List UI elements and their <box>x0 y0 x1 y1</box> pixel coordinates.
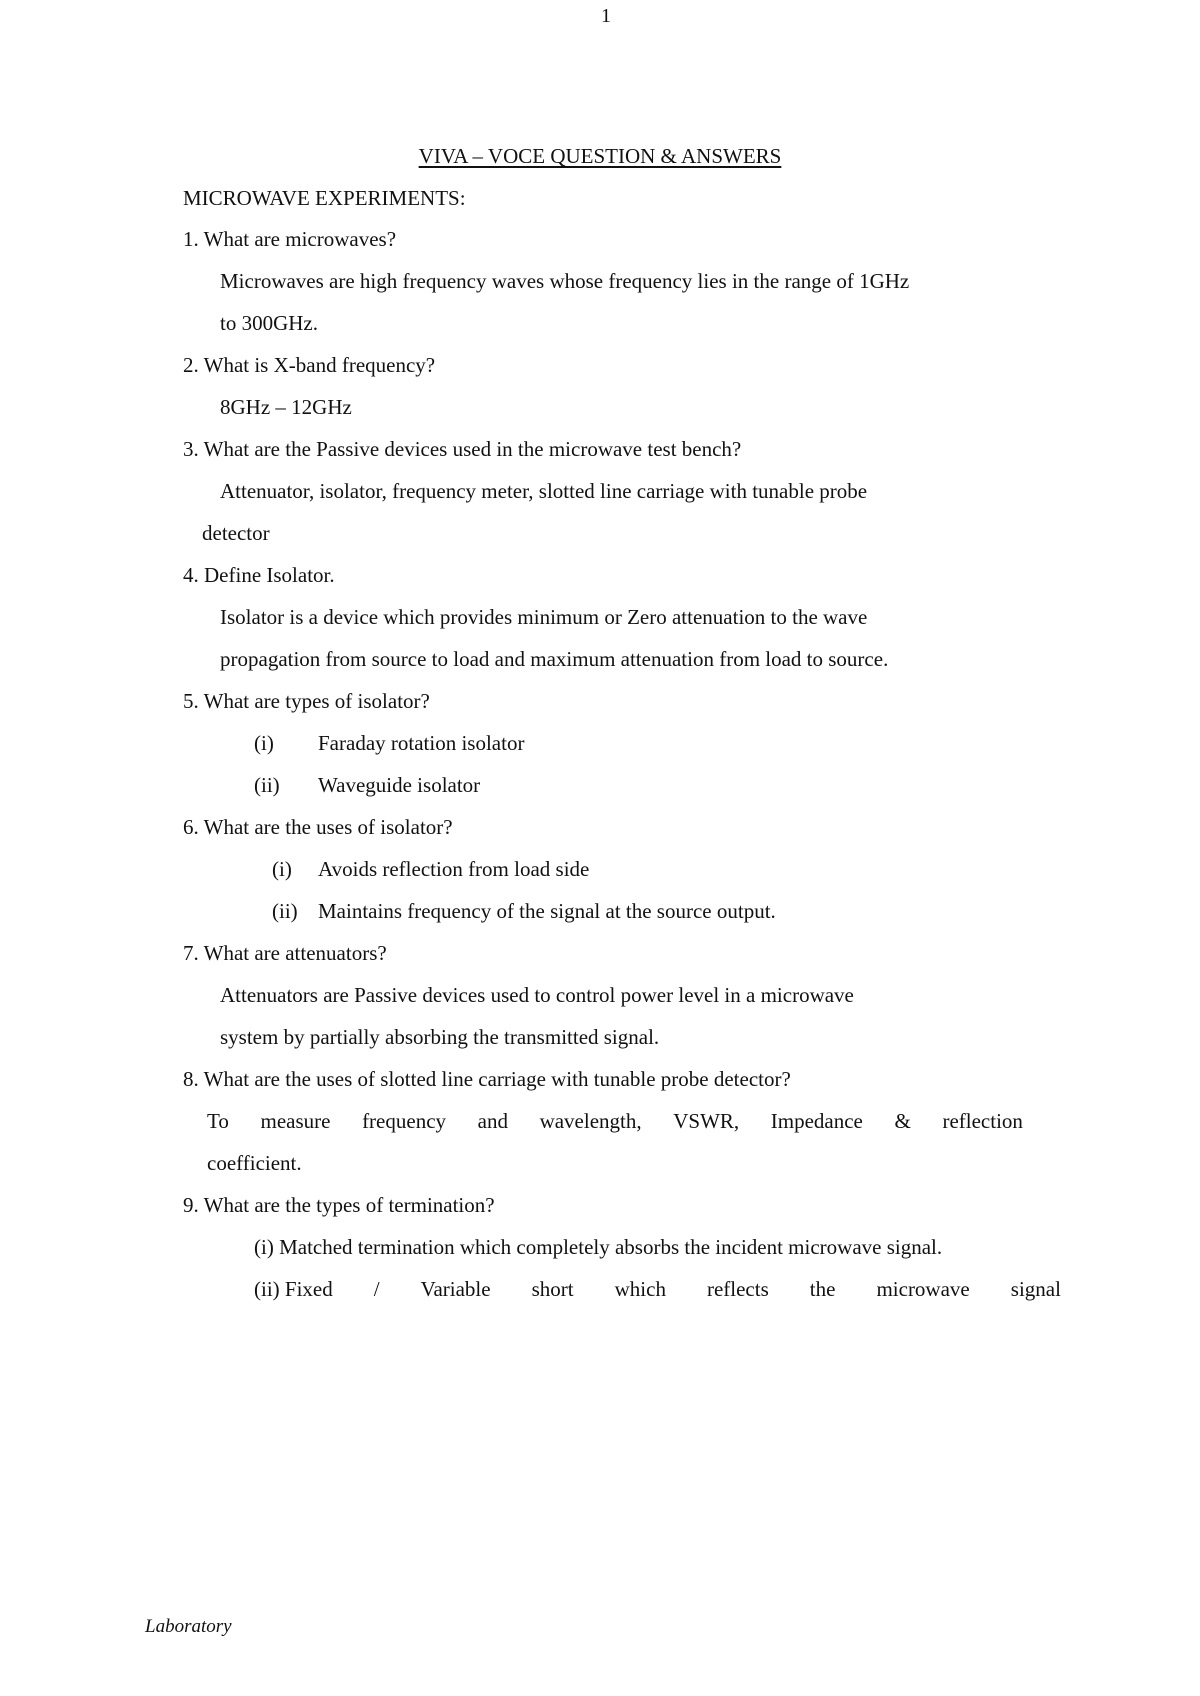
list-item-number: (ii) <box>272 899 298 923</box>
question-2: 2. What is X-band frequency? <box>183 353 436 377</box>
answer-7-line-1: Attenuators are Passive devices used to control power level in a microwave <box>220 983 854 1007</box>
question-4: 4. Define Isolator. <box>183 563 335 587</box>
word: & <box>894 1109 911 1133</box>
question-1: 1. What are microwaves? <box>183 227 397 251</box>
answer-4-line-1: Isolator is a device which provides minimum or Zero attenuation to the wave <box>220 605 868 629</box>
answer-7-line-2: system by partially absorbing the transmitted signal. <box>220 1025 660 1049</box>
answer-3-line-2: detector <box>202 521 270 545</box>
word: VSWR, <box>673 1109 740 1133</box>
question-8: 8. What are the uses of slotted line carriage with tunable probe detector? <box>183 1067 791 1091</box>
word: microwave <box>876 1277 970 1301</box>
answer-8-line-1 <box>207 1111 1023 1132</box>
word: wavelength, <box>539 1109 642 1133</box>
word: (ii) Fixed <box>254 1277 333 1301</box>
page-number: 1 <box>601 5 611 27</box>
page-footer: Laboratory <box>145 1616 232 1637</box>
list-item-text: Avoids reflection from load side <box>318 857 590 881</box>
word: Impedance <box>770 1109 863 1133</box>
word: frequency <box>362 1109 447 1133</box>
word: the <box>809 1277 836 1301</box>
termination-item-2 <box>254 1279 1061 1300</box>
word: signal <box>1010 1277 1061 1301</box>
word: measure <box>260 1109 331 1133</box>
answer-3-line-1: Attenuator, isolator, frequency meter, slotted line carriage with tunable probe <box>220 479 868 503</box>
word: reflects <box>706 1277 769 1301</box>
word: To <box>207 1109 229 1133</box>
word: and <box>477 1109 508 1133</box>
word: which <box>614 1277 666 1301</box>
answer-4-line-2: propagation from source to load and maximum attenuation from load to source. <box>220 647 889 671</box>
word: Variable <box>420 1277 491 1301</box>
question-5: 5. What are types of isolator? <box>183 689 430 713</box>
list-item-text: Faraday rotation isolator <box>318 731 525 755</box>
word: short <box>531 1277 574 1301</box>
section-heading: MICROWAVE EXPERIMENTS: <box>183 186 466 210</box>
list-item-number: (i) <box>272 857 292 881</box>
word: reflection <box>942 1109 1023 1133</box>
answer-2: 8GHz – 12GHz <box>220 395 352 419</box>
answer-8-line-2: coefficient. <box>207 1151 302 1175</box>
answer-1-line-1: Microwaves are high frequency waves whose frequency lies in the range of 1GHz <box>220 269 910 293</box>
list-item-text: Maintains frequency of the signal at the source output. <box>318 899 776 923</box>
question-6: 6. What are the uses of isolator? <box>183 815 453 839</box>
question-7: 7. What are attenuators? <box>183 941 387 965</box>
word: / <box>373 1277 380 1301</box>
page-title: VIVA – VOCE QUESTION & ANSWERS <box>418 144 782 168</box>
question-9: 9. What are the types of termination? <box>183 1193 495 1217</box>
question-3: 3. What are the Passive devices used in the microwave test bench? <box>183 437 742 461</box>
answer-1-line-2: to 300GHz. <box>220 311 318 335</box>
termination-item-1: (i) Matched termination which completely absorbs the incident microwave signal. <box>254 1235 943 1259</box>
list-item-number: (i) <box>254 731 274 755</box>
list-item-number: (ii) <box>254 773 280 797</box>
list-item-text: Waveguide isolator <box>318 773 481 797</box>
